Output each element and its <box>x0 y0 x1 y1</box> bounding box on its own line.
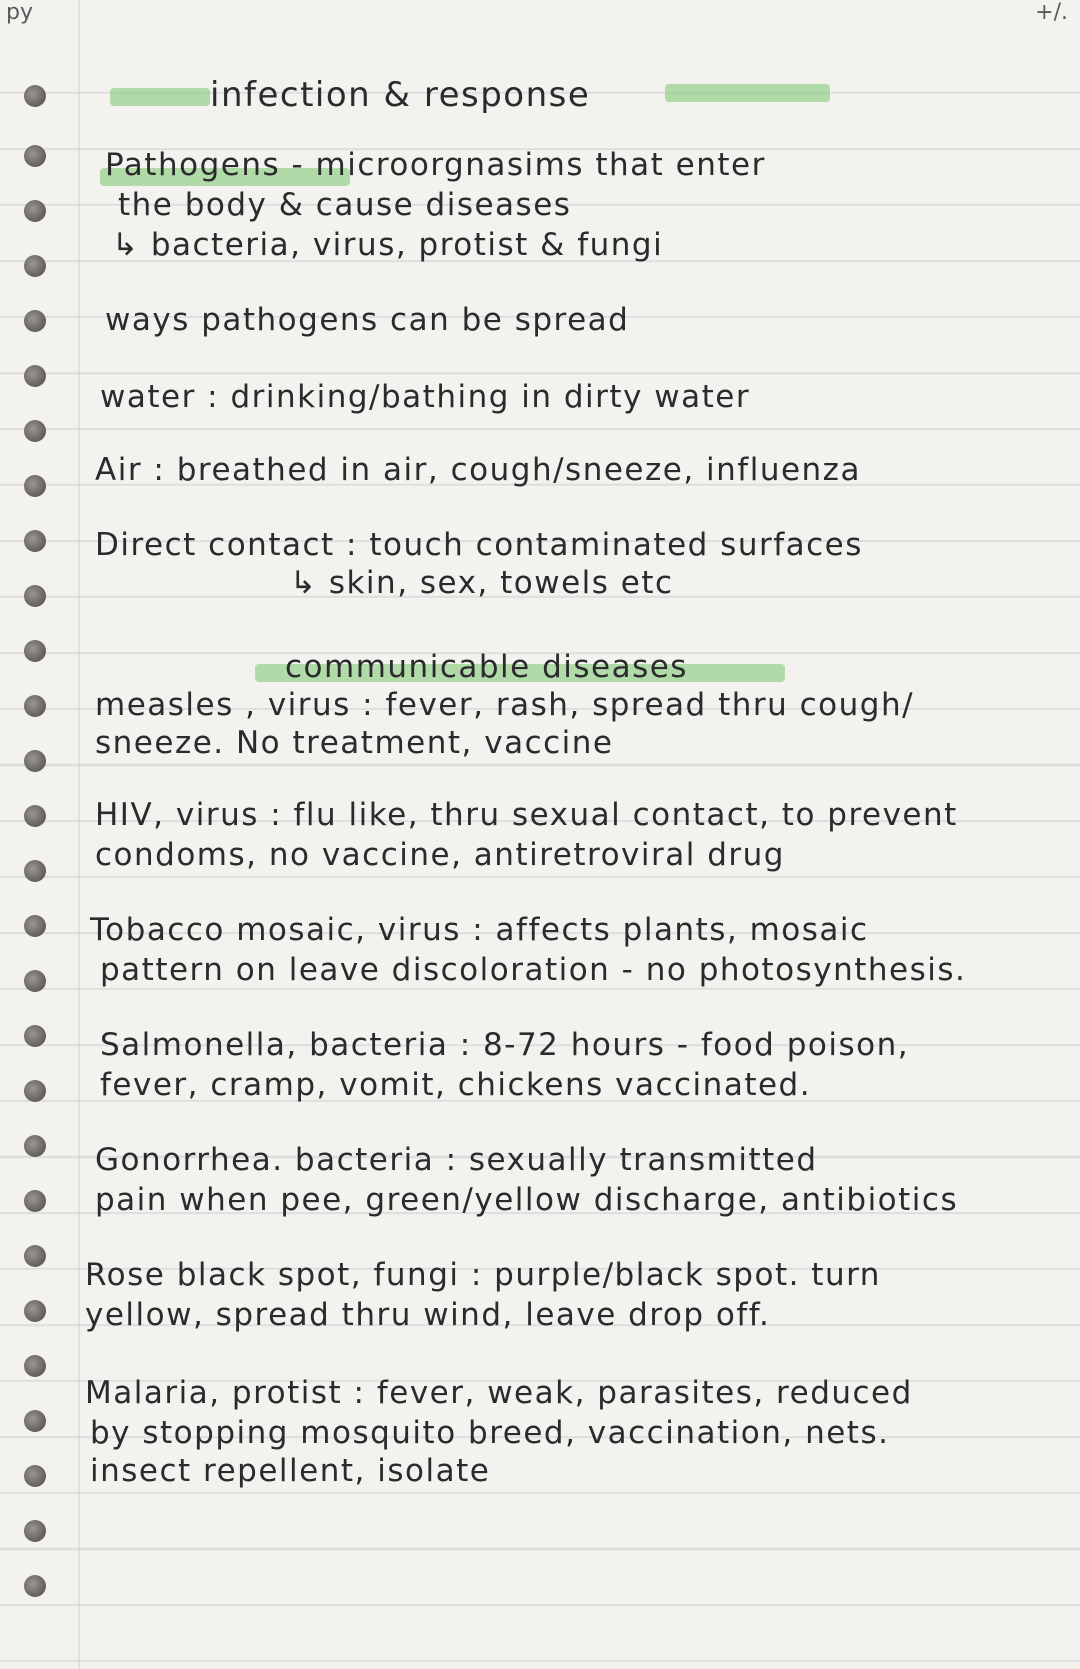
hiv-line-2: condoms, no vaccine, antiretroviral drug <box>95 837 785 873</box>
page-title: infection & response <box>210 75 591 115</box>
binder-hole <box>24 85 46 107</box>
binder-hole <box>24 915 46 937</box>
binder-hole <box>24 860 46 882</box>
binder-hole <box>24 1080 46 1102</box>
tobacco-line-2: pattern on leave discoloration - no photosynthesis. <box>100 952 967 988</box>
binder-hole <box>24 1520 46 1542</box>
binder-hole <box>24 255 46 277</box>
hiv-line-1: HIV, virus : flu like, thru sexual contact, to prevent <box>95 797 958 833</box>
corner-text-left: py <box>6 0 33 25</box>
pathogens-line-1: Pathogens - microorgnasims that enter <box>105 147 766 183</box>
binder-hole <box>24 585 46 607</box>
binder-hole <box>24 1355 46 1377</box>
gonorrhea-line-2: pain when pee, green/yellow discharge, antibiotics <box>95 1182 959 1218</box>
malaria-line-3: insect repellent, isolate <box>90 1453 491 1489</box>
malaria-line-1: Malaria, protist : fever, weak, parasites, reduced <box>85 1375 913 1411</box>
binder-hole <box>24 1300 46 1322</box>
margin-line <box>78 0 80 1669</box>
binder-hole <box>24 1465 46 1487</box>
binder-hole <box>24 1245 46 1267</box>
ways-heading: ways pathogens can be spread <box>105 302 630 338</box>
binder-hole <box>24 640 46 662</box>
binder-hole <box>24 420 46 442</box>
binder-hole <box>24 805 46 827</box>
binder-hole <box>24 750 46 772</box>
salmonella-line-1: Salmonella, bacteria : 8-72 hours - food poison, <box>100 1027 910 1063</box>
binder-hole <box>24 695 46 717</box>
communicable-heading: communicable diseases <box>285 649 688 685</box>
measles-line-1: measles , virus : fever, rash, spread thru cough/ <box>95 687 915 723</box>
binder-hole <box>24 365 46 387</box>
binder-hole <box>24 1190 46 1212</box>
water-line: water : drinking/bathing in dirty water <box>100 379 751 415</box>
binder-hole <box>24 1025 46 1047</box>
measles-line-2: sneeze. No treatment, vaccine <box>95 725 614 761</box>
tobacco-line-1: Tobacco mosaic, virus : affects plants, mosaic <box>90 912 869 948</box>
direct-contact-line-2: ↳ skin, sex, towels etc <box>290 565 674 601</box>
binder-hole <box>24 1575 46 1597</box>
gonorrhea-line-1: Gonorrhea. bacteria : sexually transmitted <box>95 1142 818 1178</box>
rose-black-spot-line-1: Rose black spot, fungi : purple/black spot. turn <box>85 1257 881 1293</box>
binder-holes <box>24 60 74 1660</box>
title-highlight-left <box>110 88 210 106</box>
binder-hole <box>24 1410 46 1432</box>
salmonella-line-2: fever, cramp, vomit, chickens vaccinated. <box>100 1067 812 1103</box>
pathogens-line-2: the body & cause diseases <box>118 187 572 223</box>
air-line: Air : breathed in air, cough/sneeze, influenza <box>95 452 861 488</box>
binder-hole <box>24 1135 46 1157</box>
rose-black-spot-line-2: yellow, spread thru wind, leave drop off. <box>85 1297 771 1333</box>
binder-hole <box>24 200 46 222</box>
binder-hole <box>24 310 46 332</box>
binder-hole <box>24 970 46 992</box>
corner-text-right: +/. <box>1035 0 1068 25</box>
direct-contact-line-1: Direct contact : touch contaminated surfaces <box>95 527 863 563</box>
malaria-line-2: by stopping mosquito breed, vaccination, nets. <box>90 1415 890 1451</box>
binder-hole <box>24 530 46 552</box>
binder-hole <box>24 475 46 497</box>
binder-hole <box>24 145 46 167</box>
pathogens-line-3: ↳ bacteria, virus, protist & fungi <box>112 227 664 263</box>
